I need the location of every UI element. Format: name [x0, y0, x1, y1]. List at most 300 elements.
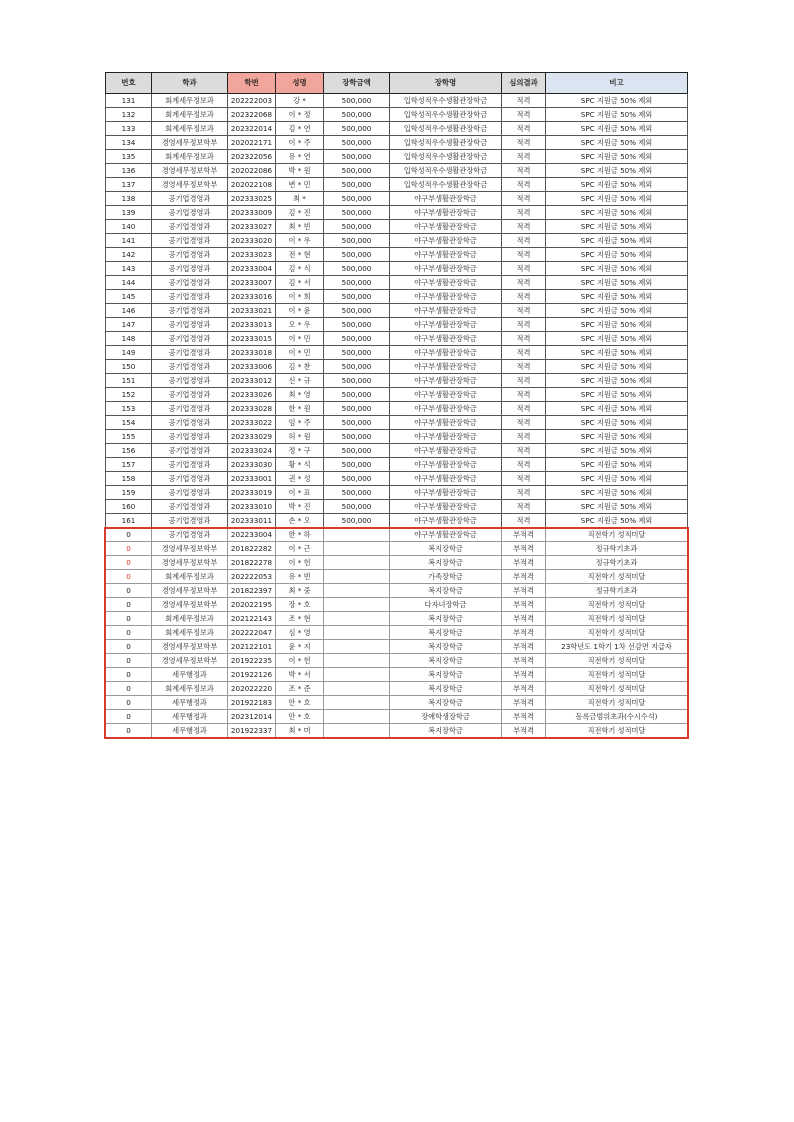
cell-amount	[324, 682, 390, 696]
cell-name: 유 * 연	[276, 150, 324, 164]
cell-number: 149	[106, 346, 152, 360]
cell-student-id: 201922337	[228, 724, 276, 738]
header-amount: 장학금액	[324, 73, 390, 94]
rejected-row	[106, 682, 688, 696]
cell-result: 부적격	[502, 640, 546, 654]
cell-result: 적격	[502, 206, 546, 220]
cell-amount: 500,000	[324, 458, 390, 472]
cell-amount	[324, 528, 390, 542]
cell-student-id: 202233004	[228, 528, 276, 542]
cell-amount: 500,000	[324, 290, 390, 304]
cell-note: SPC 지원금 50% 제외	[546, 430, 688, 444]
table-row	[106, 514, 688, 528]
cell-number: 147	[106, 318, 152, 332]
cell-student-id: 202322068	[228, 108, 276, 122]
cell-scholarship: 입학성적우수생활관장학금	[390, 108, 502, 122]
cell-student-id: 202333025	[228, 192, 276, 206]
table-row	[106, 486, 688, 500]
cell-number: 138	[106, 192, 152, 206]
cell-note: SPC 지원금 50% 제외	[546, 374, 688, 388]
rejected-row	[106, 612, 688, 626]
cell-name: 변 * 민	[276, 178, 324, 192]
cell-result: 적격	[502, 108, 546, 122]
cell-name: 최 * 중	[276, 584, 324, 598]
cell-student-id: 202022195	[228, 598, 276, 612]
cell-note: SPC 지원금 50% 제외	[546, 192, 688, 206]
cell-result: 적격	[502, 178, 546, 192]
cell-note: SPC 지원금 50% 제외	[546, 206, 688, 220]
cell-note: SPC 지원금 50% 제외	[546, 472, 688, 486]
header-result: 심의결과	[502, 73, 546, 94]
cell-name: 이 * 근	[276, 542, 324, 556]
cell-student-id: 202322014	[228, 122, 276, 136]
cell-number: 0	[106, 682, 152, 696]
table-row	[106, 430, 688, 444]
table-row	[106, 402, 688, 416]
cell-department: 공기업경영과	[152, 486, 228, 500]
cell-note: 직전학기 성적미달	[546, 626, 688, 640]
cell-number: 0	[106, 668, 152, 682]
cell-note: SPC 지원금 50% 제외	[546, 150, 688, 164]
cell-name: 황 * 석	[276, 458, 324, 472]
cell-department: 공기업경영과	[152, 276, 228, 290]
cell-name: 이 * 희	[276, 290, 324, 304]
cell-result: 적격	[502, 416, 546, 430]
cell-student-id: 202322056	[228, 150, 276, 164]
cell-scholarship: 복지장학금	[390, 696, 502, 710]
cell-name: 최 * 영	[276, 388, 324, 402]
cell-scholarship: 복지장학금	[390, 626, 502, 640]
cell-result: 부적격	[502, 584, 546, 598]
cell-note: SPC 지원금 50% 제외	[546, 290, 688, 304]
cell-amount: 500,000	[324, 234, 390, 248]
cell-name: 강 *	[276, 94, 324, 108]
cell-name: 박 * 진	[276, 500, 324, 514]
cell-student-id: 201822397	[228, 584, 276, 598]
cell-department: 경영세무정보학부	[152, 136, 228, 150]
cell-name: 임 * 주	[276, 416, 324, 430]
cell-number: 148	[106, 332, 152, 346]
cell-department: 공기업경영과	[152, 220, 228, 234]
rejected-row	[106, 584, 688, 598]
cell-scholarship: 복지장학금	[390, 654, 502, 668]
cell-name: 오 * 우	[276, 318, 324, 332]
cell-department: 세무행정과	[152, 710, 228, 724]
cell-scholarship: 야구부생활관장학금	[390, 206, 502, 220]
cell-student-id: 202333013	[228, 318, 276, 332]
cell-department: 공기업경영과	[152, 402, 228, 416]
cell-name: 심 * 영	[276, 626, 324, 640]
cell-number: 0	[106, 598, 152, 612]
cell-student-id: 202333021	[228, 304, 276, 318]
cell-department: 공기업경영과	[152, 458, 228, 472]
cell-name: 최 * 빈	[276, 220, 324, 234]
cell-student-id: 202022171	[228, 136, 276, 150]
cell-student-id: 202333006	[228, 360, 276, 374]
cell-scholarship: 야구부생활관장학금	[390, 318, 502, 332]
cell-result: 적격	[502, 290, 546, 304]
cell-note: 직전학기 성적미달	[546, 682, 688, 696]
cell-note: SPC 지원금 50% 제외	[546, 360, 688, 374]
cell-name: 권 * 성	[276, 472, 324, 486]
cell-name: 박 * 원	[276, 164, 324, 178]
cell-scholarship: 야구부생활관장학금	[390, 276, 502, 290]
cell-note: 직전학기 성적미달	[546, 724, 688, 738]
cell-name: 이 * 주	[276, 136, 324, 150]
table-row	[106, 388, 688, 402]
cell-scholarship: 야구부생활관장학금	[390, 444, 502, 458]
cell-amount: 500,000	[324, 388, 390, 402]
cell-amount: 500,000	[324, 332, 390, 346]
cell-number: 144	[106, 276, 152, 290]
cell-department: 경영세무정보학부	[152, 654, 228, 668]
cell-note: SPC 지원금 50% 제외	[546, 94, 688, 108]
cell-result: 적격	[502, 262, 546, 276]
cell-scholarship: 야구부생활관장학금	[390, 416, 502, 430]
cell-department: 회계세무정보과	[152, 570, 228, 584]
cell-amount	[324, 626, 390, 640]
cell-scholarship: 야구부생활관장학금	[390, 332, 502, 346]
cell-amount	[324, 556, 390, 570]
cell-number: 145	[106, 290, 152, 304]
cell-student-id: 202333020	[228, 234, 276, 248]
cell-note: 직전학기 성적미달	[546, 570, 688, 584]
cell-name: 한 * 하	[276, 528, 324, 542]
cell-scholarship: 야구부생활관장학금	[390, 234, 502, 248]
cell-name: 김 * 식	[276, 262, 324, 276]
cell-note: SPC 지원금 50% 제외	[546, 304, 688, 318]
cell-number: 155	[106, 430, 152, 444]
rejected-row	[106, 598, 688, 612]
cell-student-id: 202333010	[228, 500, 276, 514]
cell-note: SPC 지원금 50% 제외	[546, 346, 688, 360]
cell-result: 부적격	[502, 696, 546, 710]
cell-department: 회계세무정보과	[152, 122, 228, 136]
cell-student-id: 202333018	[228, 346, 276, 360]
cell-department: 공기업경영과	[152, 388, 228, 402]
cell-amount: 500,000	[324, 94, 390, 108]
cell-student-id: 202022220	[228, 682, 276, 696]
cell-note: 직전학기 성적미달	[546, 598, 688, 612]
cell-scholarship: 복지장학금	[390, 556, 502, 570]
table-row	[106, 164, 688, 178]
table-row	[106, 290, 688, 304]
cell-amount: 500,000	[324, 444, 390, 458]
cell-department: 공기업경영과	[152, 514, 228, 528]
cell-result: 적격	[502, 402, 546, 416]
cell-result: 적격	[502, 458, 546, 472]
cell-student-id: 202333015	[228, 332, 276, 346]
header-note: 비고	[546, 73, 688, 94]
cell-note: 직전학기 성적미달	[546, 668, 688, 682]
table-row	[106, 318, 688, 332]
cell-department: 공기업경영과	[152, 262, 228, 276]
cell-note: SPC 지원금 50% 제외	[546, 332, 688, 346]
cell-department: 공기업경영과	[152, 332, 228, 346]
cell-student-id: 202333007	[228, 276, 276, 290]
cell-amount: 500,000	[324, 122, 390, 136]
cell-number: 156	[106, 444, 152, 458]
rejected-row	[106, 626, 688, 640]
cell-name: 이 * 표	[276, 486, 324, 500]
cell-department: 공기업경영과	[152, 304, 228, 318]
cell-result: 부적격	[502, 612, 546, 626]
rejected-row	[106, 570, 688, 584]
cell-note: SPC 지원금 50% 제외	[546, 178, 688, 192]
table-row	[106, 304, 688, 318]
cell-number: 137	[106, 178, 152, 192]
cell-note: SPC 지원금 50% 제외	[546, 500, 688, 514]
cell-number: 146	[106, 304, 152, 318]
rejected-row	[106, 668, 688, 682]
rejected-row	[106, 556, 688, 570]
cell-department: 경영세무정보학부	[152, 164, 228, 178]
cell-amount: 500,000	[324, 108, 390, 122]
cell-scholarship: 복지장학금	[390, 668, 502, 682]
cell-student-id: 202333030	[228, 458, 276, 472]
cell-department: 경영세무정보학부	[152, 598, 228, 612]
cell-result: 적격	[502, 388, 546, 402]
cell-result: 적격	[502, 220, 546, 234]
cell-number: 0	[106, 654, 152, 668]
cell-name: 김 * 연	[276, 122, 324, 136]
cell-scholarship: 다자녀장학금	[390, 598, 502, 612]
cell-scholarship: 야구부생활관장학금	[390, 220, 502, 234]
cell-result: 적격	[502, 500, 546, 514]
table-row	[106, 248, 688, 262]
cell-amount: 500,000	[324, 430, 390, 444]
table-row	[106, 136, 688, 150]
cell-number: 0	[106, 542, 152, 556]
cell-department: 공기업경영과	[152, 346, 228, 360]
cell-name: 김 * 찬	[276, 360, 324, 374]
cell-scholarship: 입학성적우수생활관장학금	[390, 94, 502, 108]
cell-name: 허 * 원	[276, 430, 324, 444]
cell-name: 유 * 빈	[276, 570, 324, 584]
header-name: 성명	[276, 73, 324, 94]
cell-number: 0	[106, 626, 152, 640]
cell-department: 공기업경영과	[152, 192, 228, 206]
cell-number: 0	[106, 710, 152, 724]
cell-amount	[324, 696, 390, 710]
cell-scholarship: 야구부생활관장학금	[390, 192, 502, 206]
cell-name: 이 * 우	[276, 234, 324, 248]
cell-amount	[324, 724, 390, 738]
cell-student-id: 202333027	[228, 220, 276, 234]
table-row	[106, 500, 688, 514]
cell-student-id: 202222003	[228, 94, 276, 108]
cell-scholarship: 복지장학금	[390, 612, 502, 626]
cell-note: 23학년도 1학기 1차 선감면 지급자	[546, 640, 688, 654]
cell-student-id: 202333001	[228, 472, 276, 486]
cell-number: 0	[106, 556, 152, 570]
cell-scholarship: 입학성적우수생활관장학금	[390, 150, 502, 164]
cell-number: 0	[106, 724, 152, 738]
cell-number: 0	[106, 696, 152, 710]
cell-amount: 500,000	[324, 500, 390, 514]
table-row	[106, 472, 688, 486]
cell-scholarship: 야구부생활관장학금	[390, 486, 502, 500]
cell-amount: 500,000	[324, 374, 390, 388]
cell-department: 공기업경영과	[152, 430, 228, 444]
cell-result: 적격	[502, 318, 546, 332]
cell-amount: 500,000	[324, 486, 390, 500]
cell-result: 부적격	[502, 556, 546, 570]
rejected-row	[106, 654, 688, 668]
table-row	[106, 178, 688, 192]
cell-amount	[324, 570, 390, 584]
cell-name: 이 * 정	[276, 108, 324, 122]
cell-note: 직전학기 성적미달	[546, 696, 688, 710]
table-row	[106, 150, 688, 164]
cell-number: 0	[106, 584, 152, 598]
cell-department: 공기업경영과	[152, 416, 228, 430]
cell-result: 적격	[502, 430, 546, 444]
cell-result: 부적격	[502, 542, 546, 556]
cell-note: SPC 지원금 50% 제외	[546, 262, 688, 276]
cell-result: 적격	[502, 444, 546, 458]
cell-amount	[324, 598, 390, 612]
cell-number: 136	[106, 164, 152, 178]
cell-scholarship: 복지장학금	[390, 584, 502, 598]
cell-name: 최 *	[276, 192, 324, 206]
cell-scholarship: 야구부생활관장학금	[390, 458, 502, 472]
cell-department: 회계세무정보과	[152, 682, 228, 696]
cell-note: SPC 지원금 50% 제외	[546, 458, 688, 472]
cell-name: 이 * 윤	[276, 304, 324, 318]
cell-amount: 500,000	[324, 206, 390, 220]
cell-result: 부적격	[502, 710, 546, 724]
cell-department: 공기업경영과	[152, 360, 228, 374]
cell-amount: 500,000	[324, 514, 390, 528]
cell-result: 적격	[502, 94, 546, 108]
header-number: 번호	[106, 73, 152, 94]
cell-student-id: 202333012	[228, 374, 276, 388]
cell-number: 154	[106, 416, 152, 430]
cell-result: 부적격	[502, 654, 546, 668]
cell-scholarship: 복지장학금	[390, 682, 502, 696]
cell-number: 142	[106, 248, 152, 262]
cell-result: 적격	[502, 360, 546, 374]
cell-number: 151	[106, 374, 152, 388]
cell-amount: 500,000	[324, 360, 390, 374]
cell-result: 적격	[502, 472, 546, 486]
cell-number: 0	[106, 612, 152, 626]
cell-scholarship: 야구부생활관장학금	[390, 388, 502, 402]
cell-student-id: 201922126	[228, 668, 276, 682]
cell-amount: 500,000	[324, 402, 390, 416]
cell-name: 조 * 준	[276, 682, 324, 696]
cell-result: 적격	[502, 234, 546, 248]
table-row	[106, 234, 688, 248]
table-row	[106, 458, 688, 472]
cell-amount: 500,000	[324, 164, 390, 178]
cell-number: 139	[106, 206, 152, 220]
table-row	[106, 360, 688, 374]
cell-result: 적격	[502, 514, 546, 528]
table-row	[106, 192, 688, 206]
cell-scholarship: 입학성적우수생활관장학금	[390, 122, 502, 136]
table-row	[106, 262, 688, 276]
cell-name: 이 * 민	[276, 332, 324, 346]
cell-note: SPC 지원금 50% 제외	[546, 444, 688, 458]
cell-name: 윤 * 지	[276, 640, 324, 654]
cell-department: 공기업경영과	[152, 234, 228, 248]
scholarship-table	[105, 72, 688, 738]
cell-student-id: 202333004	[228, 262, 276, 276]
table-row	[106, 346, 688, 360]
table-row	[106, 220, 688, 234]
cell-result: 적격	[502, 136, 546, 150]
cell-scholarship: 야구부생활관장학금	[390, 472, 502, 486]
cell-department: 경영세무정보학부	[152, 178, 228, 192]
cell-number: 131	[106, 94, 152, 108]
rejected-row	[106, 696, 688, 710]
cell-number: 140	[106, 220, 152, 234]
cell-number: 0	[106, 528, 152, 542]
table-row	[106, 122, 688, 136]
cell-amount	[324, 584, 390, 598]
cell-department: 회계세무정보과	[152, 94, 228, 108]
cell-note: 직전학기 성적미달	[546, 612, 688, 626]
cell-note: 직전학기 성적미달	[546, 654, 688, 668]
cell-note: SPC 지원금 50% 제외	[546, 276, 688, 290]
cell-number: 133	[106, 122, 152, 136]
cell-amount: 500,000	[324, 318, 390, 332]
cell-note: 정규학기초과	[546, 542, 688, 556]
cell-name: 김 * 진	[276, 206, 324, 220]
cell-scholarship: 야구부생활관장학금	[390, 528, 502, 542]
cell-student-id: 201922235	[228, 654, 276, 668]
cell-note: SPC 지원금 50% 제외	[546, 318, 688, 332]
cell-scholarship: 야구부생활관장학금	[390, 402, 502, 416]
cell-note: SPC 지원금 50% 제외	[546, 514, 688, 528]
cell-amount: 500,000	[324, 276, 390, 290]
cell-name: 김 * 서	[276, 276, 324, 290]
cell-department: 공기업경영과	[152, 374, 228, 388]
cell-number: 159	[106, 486, 152, 500]
cell-name: 이 * 헌	[276, 654, 324, 668]
header-scholarship: 장학명	[390, 73, 502, 94]
rejected-row	[106, 724, 688, 738]
cell-name: 이 * 민	[276, 346, 324, 360]
cell-student-id: 202312014	[228, 710, 276, 724]
cell-name: 조 * 현	[276, 612, 324, 626]
cell-result: 적격	[502, 304, 546, 318]
cell-result: 적격	[502, 150, 546, 164]
cell-scholarship: 야구부생활관장학금	[390, 514, 502, 528]
cell-number: 158	[106, 472, 152, 486]
cell-student-id: 202022108	[228, 178, 276, 192]
cell-student-id: 202333022	[228, 416, 276, 430]
cell-department: 세무행정과	[152, 696, 228, 710]
cell-number: 157	[106, 458, 152, 472]
cell-name: 신 * 규	[276, 374, 324, 388]
table-row	[106, 94, 688, 108]
cell-number: 150	[106, 360, 152, 374]
cell-name: 한 * 원	[276, 402, 324, 416]
cell-department: 공기업경영과	[152, 318, 228, 332]
rejected-row	[106, 542, 688, 556]
cell-scholarship: 야구부생활관장학금	[390, 360, 502, 374]
cell-department: 회계세무정보과	[152, 108, 228, 122]
cell-student-id: 202122101	[228, 640, 276, 654]
cell-department: 공기업경영과	[152, 444, 228, 458]
rejected-row	[106, 710, 688, 724]
cell-note: SPC 지원금 50% 제외	[546, 402, 688, 416]
cell-note: 등록금범위초과(수시수석)	[546, 710, 688, 724]
cell-department: 회계세무정보과	[152, 626, 228, 640]
